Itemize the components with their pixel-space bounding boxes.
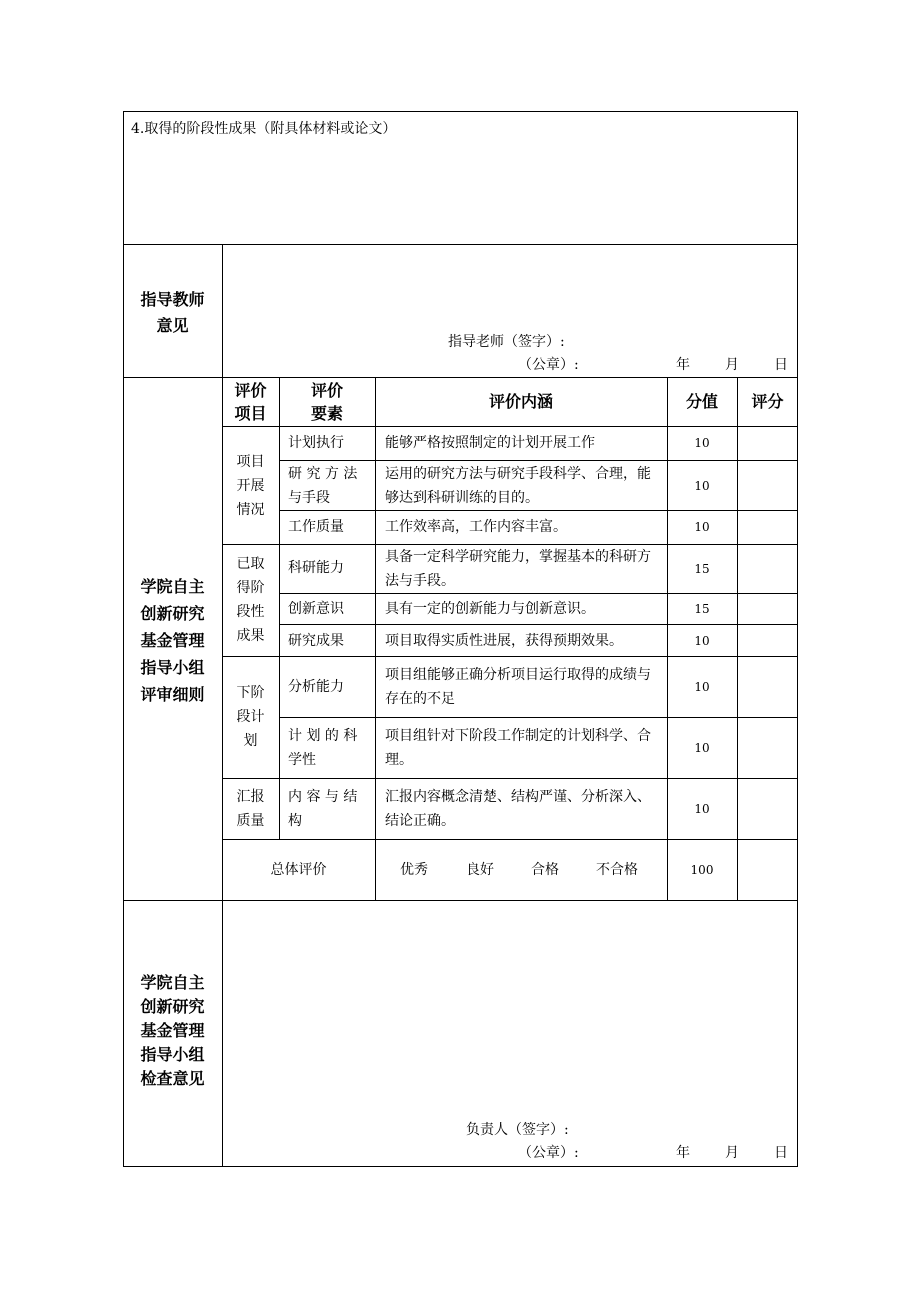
rating-cell[interactable]: [738, 625, 797, 656]
section-title: 4.取得的阶段性成果（附具体材料或论文）: [131, 121, 397, 137]
group-label: 开展: [236, 478, 265, 494]
rules-label: 学院自主: [140, 577, 205, 596]
group-label: 情况: [236, 502, 265, 518]
divider: [279, 510, 798, 511]
rating-cell[interactable]: [738, 545, 797, 593]
group-label: 得阶: [236, 580, 265, 596]
row-element: 科研能力: [288, 560, 344, 576]
advisor-label: 指导教师: [140, 290, 205, 309]
header-element: 评价: [310, 381, 343, 400]
overall-option[interactable]: 不合格: [596, 862, 638, 878]
header-content: 评价内涵: [488, 392, 553, 411]
inspect-seal-field[interactable]: （公章）:: [518, 1145, 579, 1161]
header-rating: 评分: [751, 392, 784, 411]
advisor-seal-field[interactable]: （公章）:: [518, 357, 579, 373]
row-content: 运用的研究方法与研究手段科学、合理，能够达到科研训练的目的。: [385, 466, 651, 506]
advisor-day: 日: [774, 357, 788, 373]
rating-cell[interactable]: [738, 718, 797, 778]
row-score: 10: [694, 479, 710, 493]
group-label: 质量: [236, 813, 265, 829]
overall-label: 总体评价: [270, 862, 327, 878]
rules-label: 评审细则: [140, 685, 205, 704]
divider: [279, 460, 798, 461]
row-score: 10: [694, 680, 710, 694]
rating-cell[interactable]: [738, 779, 797, 839]
inspect-signature-field[interactable]: 负责人（签字）:: [466, 1122, 569, 1138]
header-item: 评价: [234, 381, 267, 400]
inspect-label: 检查意见: [140, 1069, 205, 1088]
header-item: 项目: [234, 404, 267, 423]
rating-cell[interactable]: [738, 427, 797, 460]
inspect-year: 年: [676, 1145, 690, 1161]
row-content: 项目组针对下阶段工作制定的计划科学、合理。: [385, 728, 651, 768]
row-element: 计划执行: [288, 435, 344, 451]
row-element: 工作质量: [288, 519, 344, 535]
advisor-signature-field[interactable]: 指导老师（签字）:: [448, 334, 565, 350]
row-content: 项目取得实质性进展，获得预期效果。: [385, 633, 623, 649]
inspect-day: 日: [774, 1145, 788, 1161]
divider: [375, 377, 376, 900]
divider: [279, 624, 798, 625]
overall-option[interactable]: 合格: [531, 862, 559, 878]
divider: [123, 377, 798, 378]
divider: [123, 244, 798, 245]
rating-cell[interactable]: [738, 511, 797, 544]
row-score: 10: [694, 634, 710, 648]
divider: [222, 656, 798, 657]
row-element: 创新意识: [288, 601, 344, 617]
row-element: 内 容 与 结 构: [288, 789, 358, 829]
divider: [279, 377, 280, 839]
row-content: 汇报内容概念清楚、结构严谨、分析深入、结论正确。: [385, 789, 651, 829]
advisor-year: 年: [676, 357, 690, 373]
advisor-label: 意见: [156, 316, 189, 335]
rating-cell[interactable]: [738, 594, 797, 624]
inspect-label: 学院自主: [140, 973, 205, 992]
group-label: 项目: [236, 454, 265, 470]
divider: [222, 778, 798, 779]
divider: [279, 717, 798, 718]
row-content: 项目组能够正确分析项目运行取得的成绩与存在的不足: [385, 667, 651, 707]
row-content: 能够严格按照制定的计划开展工作: [385, 435, 595, 451]
divider: [123, 900, 798, 901]
overall-option[interactable]: 优秀: [400, 862, 428, 878]
row-score: 10: [694, 436, 710, 450]
row-element: 研究成果: [288, 633, 344, 649]
group-label: 汇报: [236, 789, 265, 805]
inspect-month: 月: [725, 1145, 739, 1161]
advisor-month: 月: [725, 357, 739, 373]
row-element: 分析能力: [288, 679, 344, 695]
divider: [222, 839, 798, 840]
divider: [279, 593, 798, 594]
rules-label: 创新研究: [140, 604, 205, 623]
row-element: 计 划 的 科 学性: [288, 728, 358, 768]
row-content: 工作效率高，工作内容丰富。: [385, 519, 567, 535]
row-score: 15: [694, 602, 710, 616]
inspect-label: 基金管理: [140, 1021, 205, 1040]
overall-rating-cell[interactable]: [738, 840, 797, 899]
row-score: 10: [694, 802, 710, 816]
divider: [222, 426, 798, 427]
row-content: 具备一定科学研究能力，掌握基本的科研方法与手段。: [385, 549, 651, 589]
group-label: 下阶: [236, 685, 265, 701]
inspect-label: 创新研究: [140, 997, 205, 1016]
row-score: 10: [694, 520, 710, 534]
rules-label: 基金管理: [140, 631, 205, 650]
overall-option[interactable]: 良好: [466, 862, 494, 878]
group-label: 段性: [236, 604, 265, 620]
group-label: 段计: [236, 709, 265, 725]
group-label: 已取: [236, 556, 265, 572]
header-score: 分值: [685, 392, 718, 411]
row-score: 15: [694, 562, 710, 576]
group-label: 成果: [236, 628, 265, 644]
rating-cell[interactable]: [738, 657, 797, 717]
row-element: 研 究 方 法 与手段: [288, 466, 358, 506]
rules-label: 指导小组: [140, 658, 205, 677]
overall-score: 100: [690, 863, 714, 877]
row-score: 10: [694, 741, 710, 755]
rating-cell[interactable]: [738, 461, 797, 510]
inspect-label: 指导小组: [140, 1045, 205, 1064]
header-element: 要素: [310, 404, 343, 423]
row-content: 具有一定的创新能力与创新意识。: [385, 601, 595, 617]
group-label: 划: [243, 733, 258, 749]
